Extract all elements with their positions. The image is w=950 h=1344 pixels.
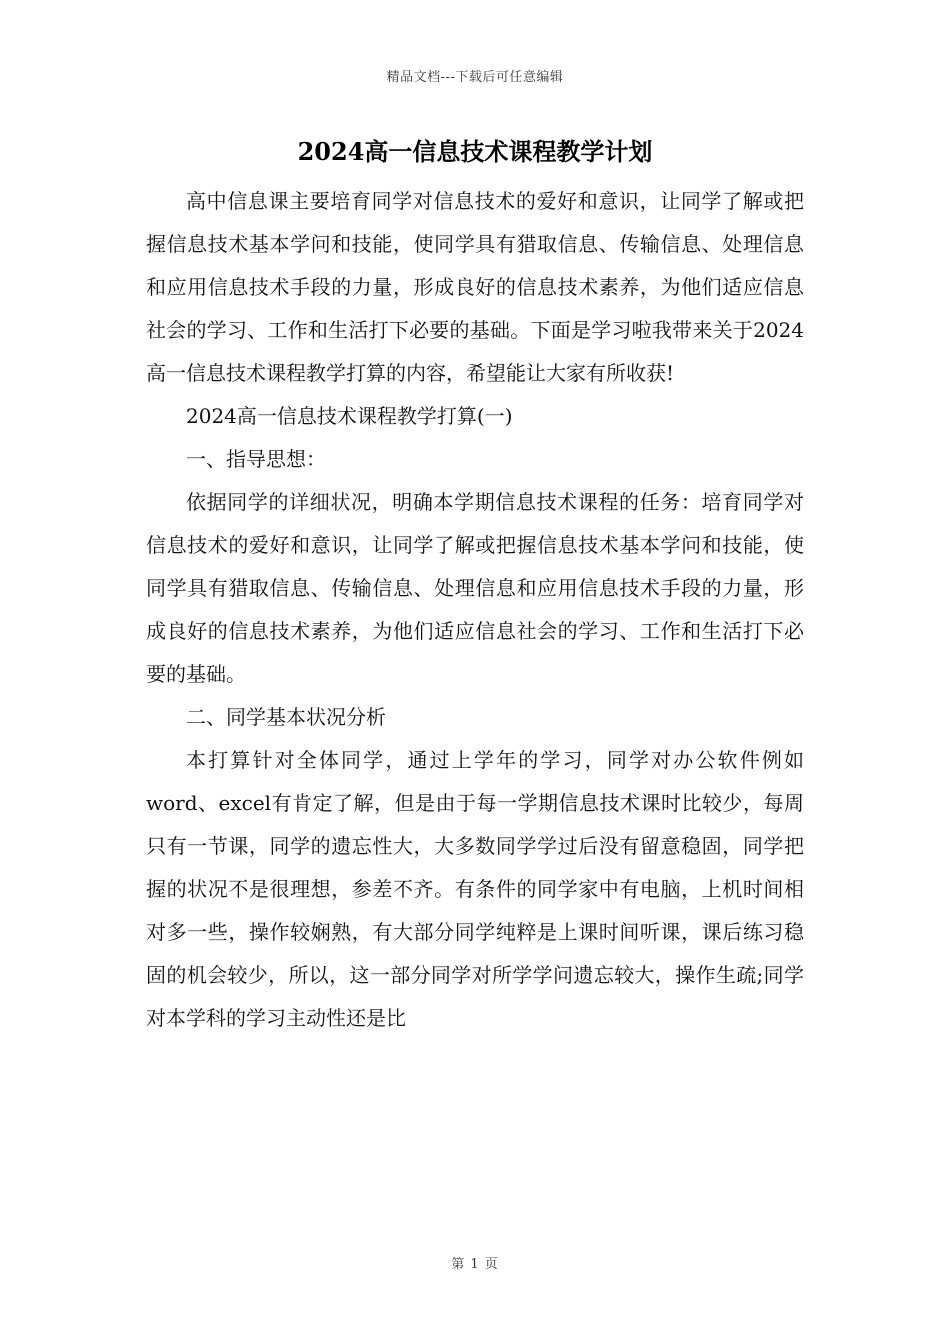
page-header: 精品文档---下载后可任意编辑: [386, 70, 564, 85]
section-heading-plan-one: 2024高一信息技术课程教学打算(一): [186, 404, 513, 428]
student-analysis-paragraph: 本打算针对全体同学，通过上学年的学习，同学对办公软件例如word、excel有肯定了解，但是由于每一学期信息技术课时比较少，每周只有一节课，同学的遗忘性大，大多数同学学过后没有留意稳固，同学把握的状况不是很理想，参差不齐。有条件的同学家中有电脑，上机时间相对多一些，操作较娴熟，有大部分同学纯粹是上课时间听课，课后练习稳固的机会较少，所以，这一部分同学对所学学问遗忘较大，操作生疏;同学对本学科的学习主动性还是比: [146, 748, 804, 1030]
document-title: 2024高一信息技术课程教学计划: [297, 137, 653, 166]
intro-paragraph: 高中信息课主要培育同学对信息技术的爱好和意识，让同学了解或把握信息技术基本学问和技能，使同学具有猎取信息、传输信息、处理信息和应用信息技术手段的力量，形成良好的信息技术素养，为他们适应信息社会的学习、工作和生活打下必要的基础。下面是学习啦我带来关于2024高一信息技术课程教学打算的内容，希望能让大家有所收获!: [146, 189, 804, 385]
guiding-ideology-paragraph: 依据同学的详细状况，明确本学期信息技术课程的任务：培育同学对信息技术的爱好和意识，让同学了解或把握信息技术基本学问和技能，使同学具有猎取信息、传输信息、处理信息和应用信息技术手段的力量，形成良好的信息技术素养，为他们适应信息社会的学习、工作和生活打下必要的基础。: [146, 490, 804, 686]
section-heading-student-analysis: 二、同学基本状况分析: [186, 705, 386, 729]
section-heading-guiding-ideology: 一、指导思想：: [186, 447, 326, 471]
document-body: [146, 180, 804, 1040]
page-number: 第 1 页: [451, 1257, 499, 1272]
